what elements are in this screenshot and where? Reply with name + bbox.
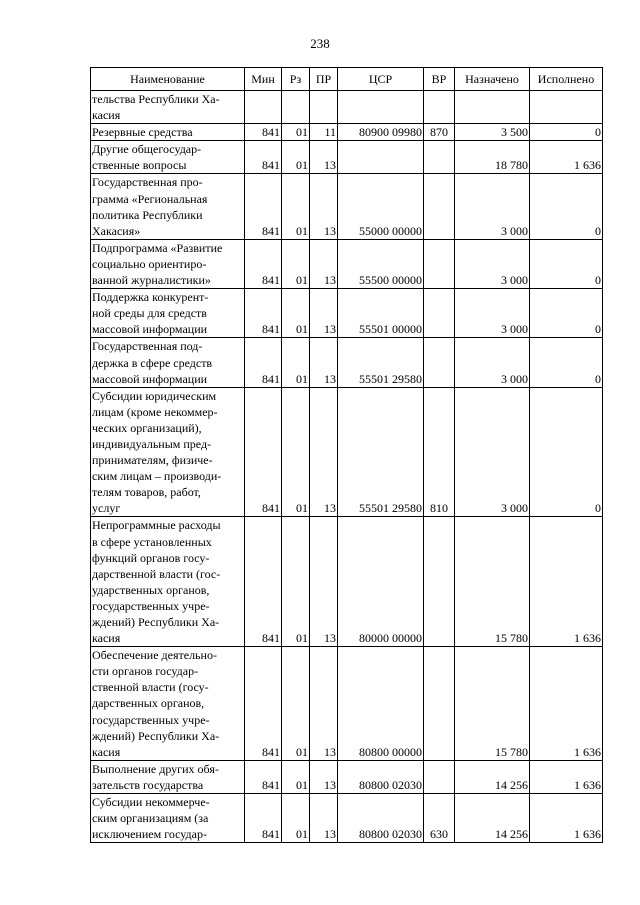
cell-min: 841 [245,239,282,288]
budget-table [90,67,603,843]
cell-name: тельства Республики Ха- касия [91,91,245,124]
cell-vr [424,647,455,761]
cell-executed: 1 636 [530,647,603,761]
header-assigned: Назначено [455,68,530,91]
cell-rz [282,91,310,124]
cell-pr: 13 [310,647,338,761]
table-row [91,124,603,141]
cell-pr: 13 [310,517,338,647]
cell-vr [424,338,455,387]
cell-executed: 1 636 [530,760,603,793]
table-row [91,239,603,288]
cell-pr: 13 [310,338,338,387]
cell-vr [424,517,455,647]
cell-name: Непрограммные расходы в сфере установленных функций органов госу- дарственной власти (гос- ударственных органов, государственных учре- ждений) Республики Ха- касия [91,517,245,647]
cell-pr: 13 [310,174,338,239]
cell-csr: 80800 00000 [338,647,424,761]
cell-rz: 01 [282,124,310,141]
table-row [91,387,603,517]
cell-csr: 55000 00000 [338,174,424,239]
cell-executed: 0 [530,338,603,387]
cell-rz: 01 [282,141,310,174]
cell-name: Выполнение других обя- зательств государства [91,760,245,793]
cell-name: Другие общегосудар- ственные вопросы [91,141,245,174]
cell-name: Обеспечение деятельно- сти органов государ- ственной власти (госу- дарственных органов, государственных учре- ждений) Республики Ха- касия [91,647,245,761]
table-row [91,91,603,124]
cell-min [245,91,282,124]
table-row [91,338,603,387]
header-row [91,68,603,91]
cell-csr: 80800 02030 [338,760,424,793]
table-row [91,141,603,174]
table-row [91,647,603,761]
cell-name: Субсидии юридическим лицам (кроме некоммер- ческих организаций), индивидуальным пред- принимателям, физиче- ским лицам – производи- телям товаров, работ, услуг [91,387,245,517]
cell-rz: 01 [282,239,310,288]
cell-csr: 55501 00000 [338,289,424,338]
cell-csr [338,141,424,174]
header-min: Мин [245,68,282,91]
cell-min: 841 [245,794,282,843]
cell-min: 841 [245,338,282,387]
cell-rz: 01 [282,517,310,647]
table-row [91,794,603,843]
cell-assigned: 3 000 [455,338,530,387]
table-body [91,91,603,843]
cell-min: 841 [245,387,282,517]
cell-assigned: 3 000 [455,387,530,517]
cell-name: Субсидии некоммерче- ским организациям (за исключением государ- [91,794,245,843]
header-executed: Исполнено [530,68,603,91]
cell-executed: 1 636 [530,141,603,174]
cell-vr [424,174,455,239]
cell-csr: 55501 29580 [338,387,424,517]
cell-assigned: 3 000 [455,289,530,338]
header-vr: ВР [424,68,455,91]
cell-csr [338,91,424,124]
cell-executed: 0 [530,174,603,239]
cell-min: 841 [245,141,282,174]
cell-rz: 01 [282,760,310,793]
cell-name: Резервные средства [91,124,245,141]
cell-rz: 01 [282,338,310,387]
cell-pr: 13 [310,794,338,843]
cell-pr: 13 [310,239,338,288]
cell-vr [424,239,455,288]
cell-assigned: 15 780 [455,517,530,647]
cell-rz: 01 [282,174,310,239]
cell-min: 841 [245,289,282,338]
cell-csr: 80800 02030 [338,794,424,843]
cell-assigned: 3 000 [455,174,530,239]
cell-assigned: 14 256 [455,794,530,843]
table-row [91,760,603,793]
cell-vr [424,91,455,124]
cell-assigned: 3 000 [455,239,530,288]
cell-vr: 870 [424,124,455,141]
table-row [91,517,603,647]
cell-executed: 1 636 [530,794,603,843]
cell-rz: 01 [282,794,310,843]
cell-executed: 0 [530,289,603,338]
cell-executed: 0 [530,124,603,141]
cell-assigned: 14 256 [455,760,530,793]
header-csr: ЦСР [338,68,424,91]
cell-rz: 01 [282,289,310,338]
cell-assigned: 15 780 [455,647,530,761]
cell-min: 841 [245,124,282,141]
cell-vr: 810 [424,387,455,517]
cell-name: Государственная про- грамма «Региональная политика Республики Хакасия» [91,174,245,239]
cell-min: 841 [245,517,282,647]
cell-csr: 80000 00000 [338,517,424,647]
header-name: Наименование [91,68,245,91]
cell-rz: 01 [282,387,310,517]
cell-vr [424,289,455,338]
table-row [91,174,603,239]
page-number: 238 [310,36,330,51]
cell-name: Государственная под- держка в сфере средств массовой информации [91,338,245,387]
cell-assigned [455,91,530,124]
cell-csr: 80900 09980 [338,124,424,141]
cell-vr [424,141,455,174]
header-pr: ПР [310,68,338,91]
table-row [91,289,603,338]
cell-pr: 11 [310,124,338,141]
cell-pr [310,91,338,124]
cell-vr: 630 [424,794,455,843]
cell-pr: 13 [310,387,338,517]
cell-pr: 13 [310,289,338,338]
cell-min: 841 [245,760,282,793]
cell-vr [424,760,455,793]
cell-executed [530,91,603,124]
cell-assigned: 18 780 [455,141,530,174]
cell-executed: 1 636 [530,517,603,647]
cell-rz: 01 [282,647,310,761]
cell-min: 841 [245,174,282,239]
header-rz: Рз [282,68,310,91]
cell-executed: 0 [530,239,603,288]
cell-pr: 13 [310,141,338,174]
cell-csr: 55501 29580 [338,338,424,387]
cell-name: Поддержка конкурент- ной среды для средств массовой информации [91,289,245,338]
cell-min: 841 [245,647,282,761]
cell-csr: 55500 00000 [338,239,424,288]
cell-pr: 13 [310,760,338,793]
cell-name: Подпрограмма «Развитие социально ориентиро- ванной журналистики» [91,239,245,288]
cell-assigned: 3 500 [455,124,530,141]
cell-executed: 0 [530,387,603,517]
